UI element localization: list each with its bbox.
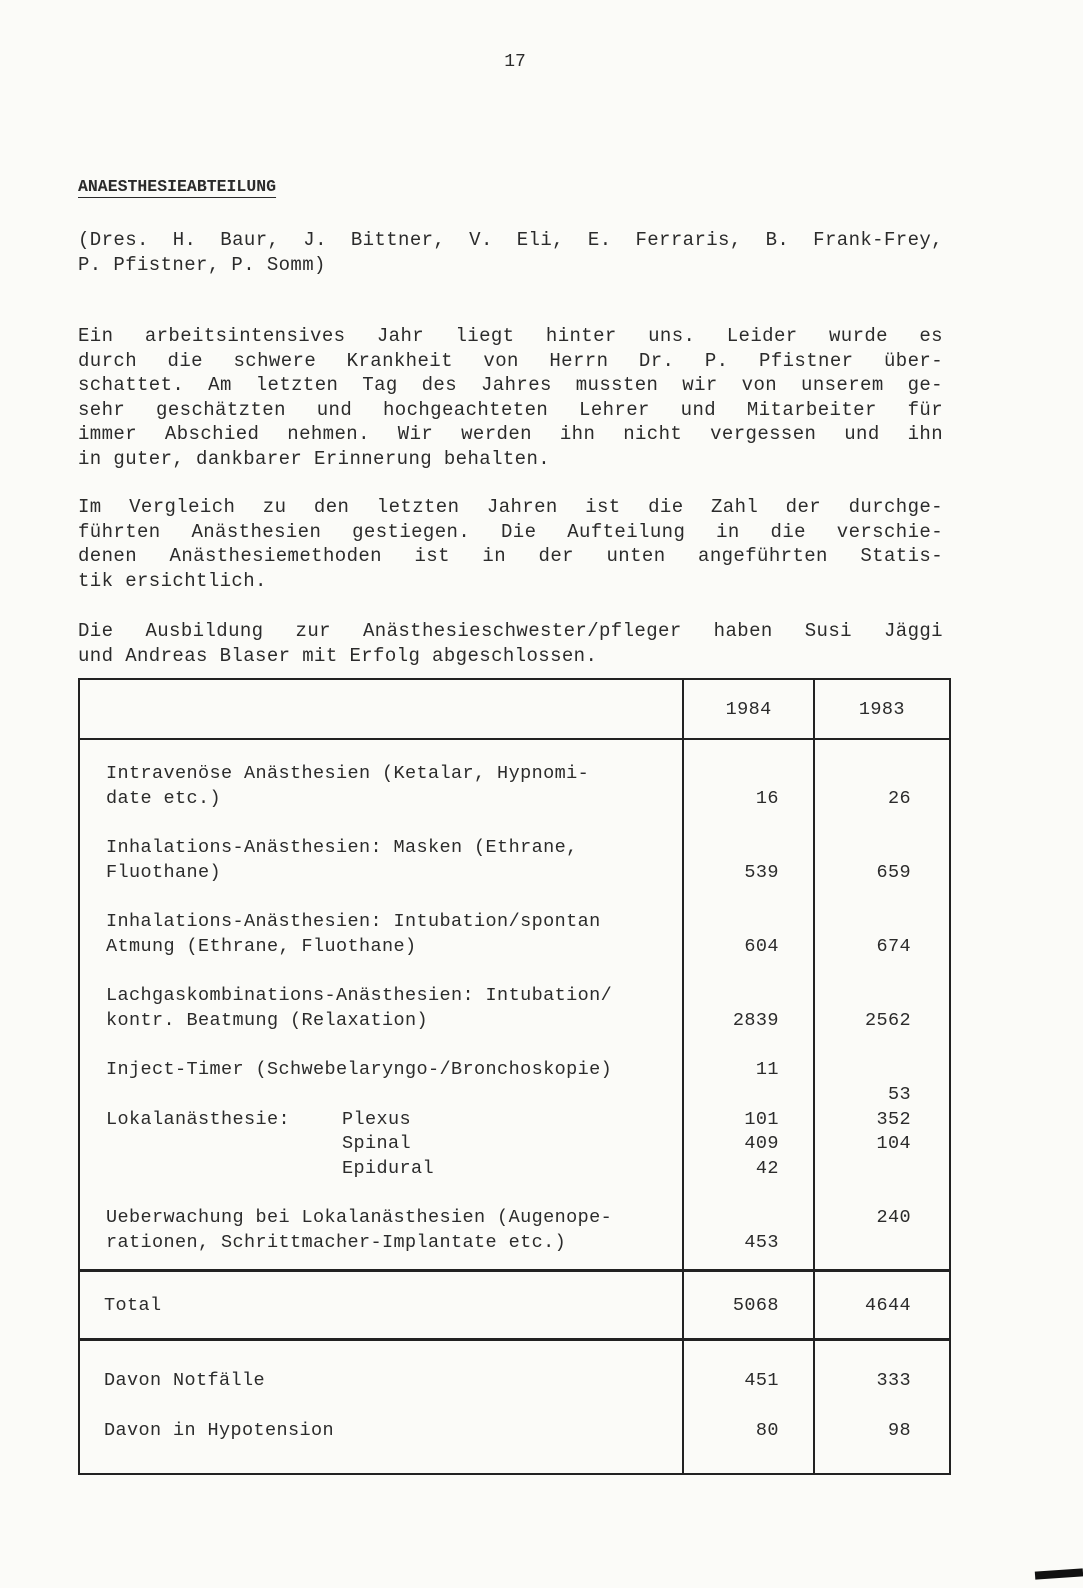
paragraph-2 (78, 495, 943, 593)
scan-edge-mark (1035, 1568, 1083, 1579)
footer-label-emergencies: Davon Notfälle (104, 1370, 266, 1391)
table-body-row (79, 739, 950, 1271)
method-nitrous-oxide: Lachgaskombinations-Anästhesien: Intubation/ kontr. Beatmung (Relaxation) (106, 985, 613, 1031)
page-number: 17 (504, 52, 526, 72)
total-label: Total (79, 1271, 683, 1340)
table-total-row (79, 1271, 950, 1340)
method-local-anesthesia: Lokalanästhesie: Plexus Spinal Epidural (106, 1108, 435, 1179)
method-monitoring: Ueberwachung bei Lokalanästhesien (Augenope- rationen, Schrittmacher-Implantate etc.) (106, 1207, 613, 1253)
anesthesia-statistics-table (78, 678, 951, 1475)
method-inhalation-mask: Inhalations-Anästhesien: Masken (Ethrane, Fluothane) (106, 837, 578, 883)
column-header-1984: 1984 (683, 679, 814, 739)
paragraph-line: Die Ausbildung zur Anästhesieschwester/pfleger haben Susi Jäggi (78, 620, 943, 642)
footer-label-hypotension: Davon in Hypotension (104, 1419, 335, 1441)
authors-line: (Dres. H. Baur, J. Bittner, V. Eli, E. Ferraris, B. Frank-Frey, (78, 229, 943, 251)
paragraph-line: Im Vergleich zu den letzten Jahren ist die Zahl der durchge- (78, 496, 943, 518)
paragraph-line: schattet. Am letzten Tag des Jahres mussten wir von unserem ge- (78, 374, 943, 396)
paragraph-line: sehr geschätzten und hochgeachteten Lehrer und Mitarbeiter für (78, 398, 943, 421)
footer-values-1983: 333 98 (814, 1340, 950, 1475)
footer-values-1984: 451 80 (683, 1340, 814, 1475)
paragraph-line: führten Anästhesien gestiegen. Die Aufteilung in die verschie- (78, 520, 943, 543)
header-empty-cell (79, 679, 683, 739)
total-1984: 5068 (683, 1271, 814, 1340)
paragraph-line: denen Anästhesiemethoden ist in der unten angeführten Statis- (78, 545, 943, 567)
column-header-1983: 1983 (814, 679, 950, 739)
total-1983: 4644 (814, 1271, 950, 1340)
table-footer-row (79, 1340, 950, 1475)
authors-line: P. Pfistner, P. Somm) (78, 253, 326, 276)
footer-labels (79, 1340, 683, 1475)
authors-paragraph (78, 228, 943, 277)
method-inject-timer: Inject-Timer (Schwebelaryngo-/Bronchoskopie) (106, 1059, 613, 1080)
paragraph-3 (78, 619, 943, 668)
paragraph-line: immer Abschied nehmen. Wir werden ihn nicht vergessen und ihn (78, 423, 943, 445)
method-intravenous: Intravenöse Anästhesien (Ketalar, Hypnomi- date etc.) (106, 763, 590, 809)
section-heading: ANAESTHESIEABTEILUNG (78, 177, 277, 196)
values-1984: 16 539 604 2839 11 101 409 42 453 (683, 739, 814, 1271)
paragraph-line: und Andreas Blaser mit Erfolg abgeschlossen. (78, 644, 598, 667)
method-inhalation-intubation: Inhalations-Anästhesien: Intubation/spontan Atmung (Ethrane, Fluothane) (106, 911, 601, 957)
paragraph-line: durch die schwere Krankheit von Herrn Dr. P. Pfistner über- (78, 349, 943, 372)
method-labels (79, 739, 683, 1271)
paragraph-line: in guter, dankbarer Erinnerung behalten. (78, 447, 551, 470)
paragraph-line: tik ersichtlich. (78, 569, 267, 592)
paragraph-1 (78, 324, 943, 471)
values-1983: 26 659 674 2562 53 352 104 240 (814, 739, 950, 1271)
paragraph-line: Ein arbeitsintensives Jahr liegt hinter uns. Leider wurde es (78, 325, 943, 347)
table-header-row (79, 679, 950, 739)
